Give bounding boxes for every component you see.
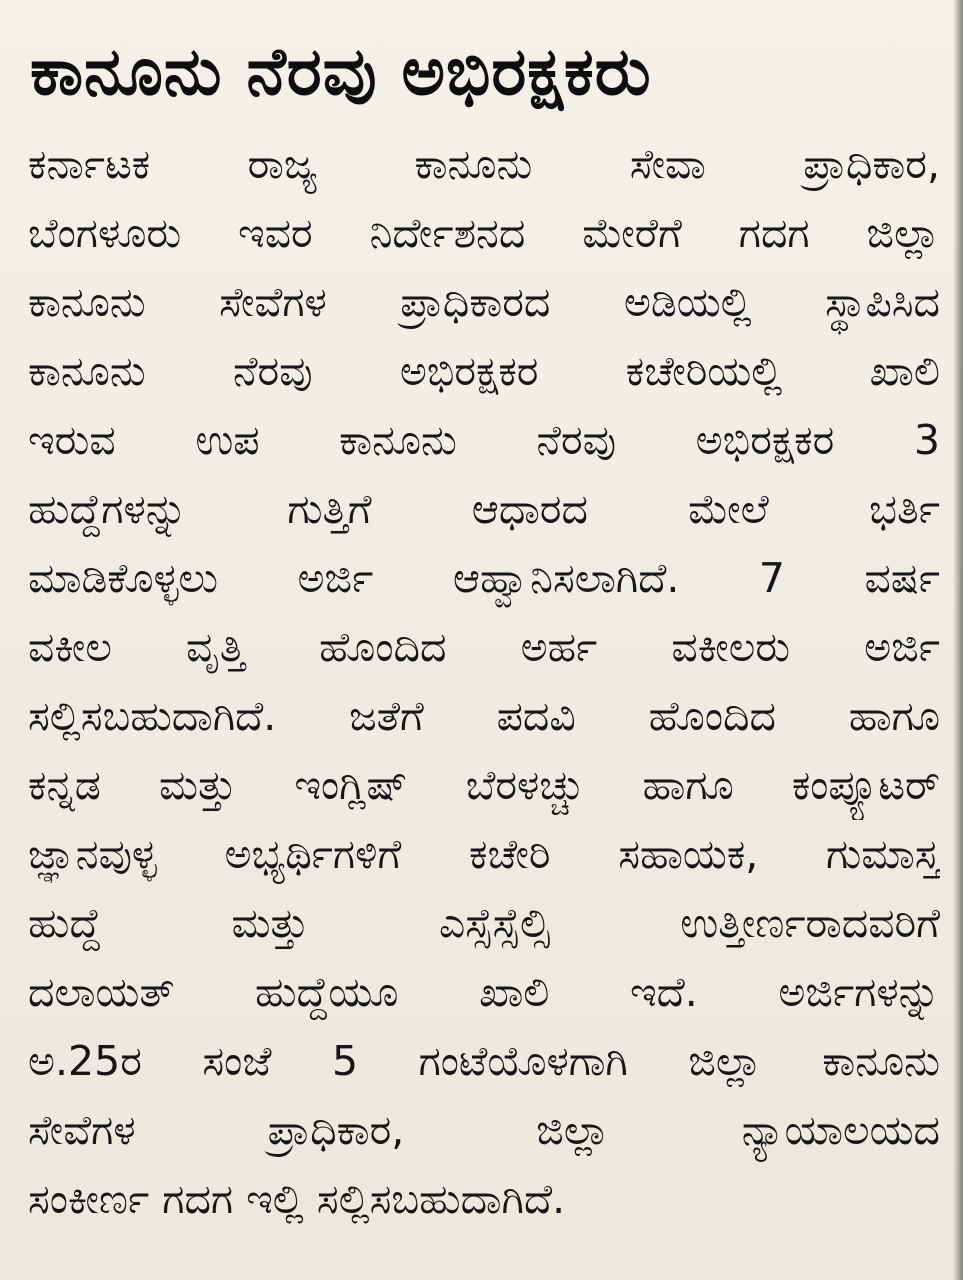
body-line-6: ಹುದ್ದೆಗಳನ್ನು ಗುತ್ತಿಗೆ ಆಧಾರದ ಮೇಲೆ ಭರ್ತಿ bbox=[28, 485, 940, 533]
body-line-13: ದಲಾಯತ್ ಹುದ್ದೆಯೂ ಖಾಲಿ ಇದೆ. ಅರ್ಜಿಗಳನ್ನು bbox=[28, 968, 940, 1016]
body-line-12: ಹುದ್ದೆ ಮತ್ತು ಎಸ್ಸೆಸ್ಸೆಲ್ಸಿ ಉತ್ತೀರ್ಣರಾದವರಿಗೆ bbox=[28, 899, 940, 947]
body-line-16: ಸಂಕೀರ್ಣ ಗದಗ ಇಲ್ಲಿ ಸಲ್ಲಿಸಬಹುದಾಗಿದೆ. bbox=[28, 1175, 566, 1223]
body-line-5: ಇರುವ ಉಪ ಕಾನೂನು ನೆರವು ಅಭಿರಕ್ಷಕರ 3 bbox=[28, 416, 940, 464]
page-edge-shadow bbox=[953, 0, 963, 1280]
body-line-11: ಜ್ಞಾನವುಳ್ಳ ಅಭ್ಯರ್ಥಿಗಳಿಗೆ ಕಚೇರಿ ಸಹಾಯಕ, ಗುಮಾಸ್ತ bbox=[28, 830, 940, 878]
body-line-9: ಸಲ್ಲಿಸಬಹುದಾಗಿದೆ. ಜತೆಗೆ ಪದವಿ ಹೊಂದಿದ ಹಾಗೂ bbox=[28, 692, 940, 740]
body-line-8: ವಕೀಲ ವೃತ್ತಿ ಹೊಂದಿದ ಅರ್ಹ ವಕೀಲರು ಅರ್ಜಿ bbox=[28, 623, 940, 671]
body-line-3: ಕಾನೂನು ಸೇವೆಗಳ ಪ್ರಾಧಿಕಾರದ ಅಡಿಯಲ್ಲಿ ಸ್ಥಾಪಿಸಿದ bbox=[28, 278, 940, 326]
body-line-15: ಸೇವೆಗಳ ಪ್ರಾಧಿಕಾರ, ಜಿಲ್ಲಾ ನ್ಯಾಯಾಲಯದ bbox=[28, 1106, 940, 1154]
body-line-1: ಕರ್ನಾಟಕ ರಾಜ್ಯ ಕಾನೂನು ಸೇವಾ ಪ್ರಾಧಿಕಾರ, bbox=[28, 140, 940, 188]
body-line-10: ಕನ್ನಡ ಮತ್ತು ಇಂಗ್ಲಿಷ್ ಬೆರಳಚ್ಚು ಹಾಗೂ ಕಂಪ್ಯೂಟರ್ bbox=[28, 761, 940, 809]
body-line-2: ಬೆಂಗಳೂರು ಇವರ ನಿರ್ದೇಶನದ ಮೇರೆಗೆ ಗದಗ ಜಿಲ್ಲಾ bbox=[28, 209, 940, 257]
article-headline: ಕಾನೂನು ನೆರವು ಅಭಿರಕ್ಷಕರು bbox=[30, 33, 652, 110]
body-line-7: ಮಾಡಿಕೊಳ್ಳಲು ಅರ್ಜಿ ಆಹ್ವಾನಿಸಲಾಗಿದೆ. 7 ವರ್ಷ bbox=[28, 554, 940, 602]
article-body bbox=[28, 130, 940, 1234]
body-line-14: ಅ.25ರ ಸಂಜೆ 5 ಗಂಟೆಯೊಳಗಾಗಿ ಜಿಲ್ಲಾ ಕಾನೂನು bbox=[28, 1037, 940, 1085]
body-line-4: ಕಾನೂನು ನೆರವು ಅಭಿರಕ್ಷಕರ ಕಚೇರಿಯಲ್ಲಿ ಖಾಲಿ bbox=[28, 347, 940, 395]
